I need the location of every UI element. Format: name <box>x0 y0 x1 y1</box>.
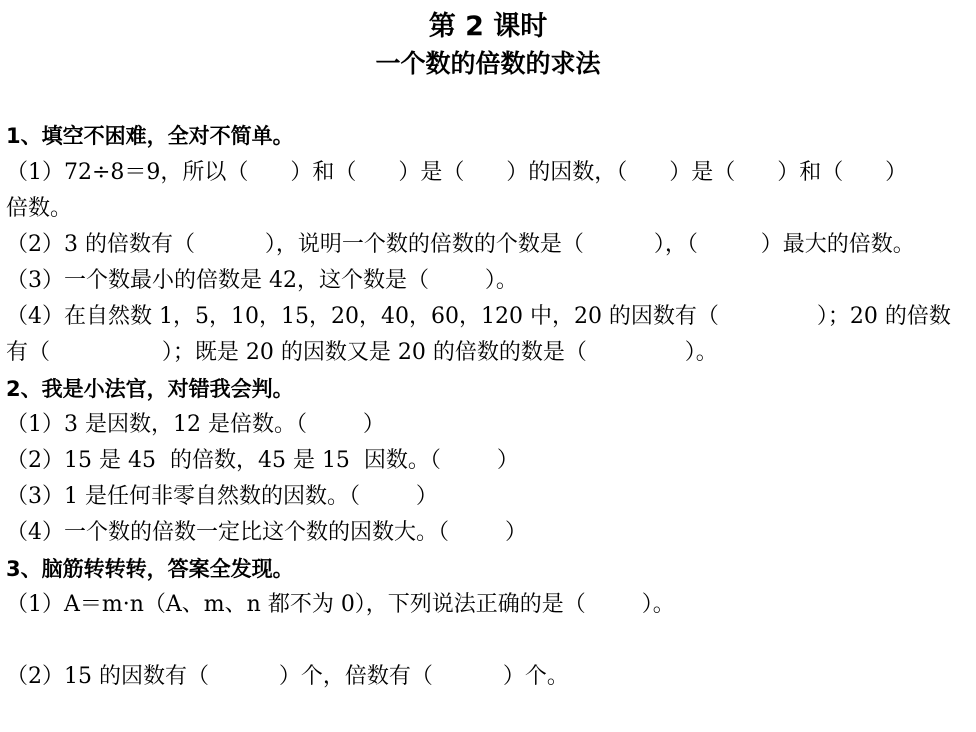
lesson-title: 第 2 课时 <box>428 11 548 42</box>
question-2-1: （1）3 是因数，12 是倍数。（ ） <box>6 412 385 437</box>
question-2-3: （3）1 是任何非零自然数的因数。（ ） <box>6 484 438 509</box>
lesson-subtitle: 一个数的倍数的求法 <box>375 49 601 78</box>
question-1-1-line-2: 倍数。 <box>6 196 73 221</box>
question-2-2: （2）15 是 45 的倍数，45 是 15 因数。（ ） <box>6 448 519 473</box>
question-3-1-options <box>50 623 972 659</box>
question-1-2: （2）3 的倍数有（ ），说明一个数的倍数的个数是（ ），（ ）最大的倍数。 <box>6 232 915 257</box>
question-3-2: （2）15 的因数有（ ）个，倍数有（ ）个。 <box>6 664 569 689</box>
question-3-2-options <box>50 695 972 731</box>
question-3-1: （1）A＝m·n（A、m、n 都不为 0），下列说法正确的是（ ）。 <box>6 592 675 617</box>
section-1-heading: 1、填空不困难，全对不简单。 <box>6 124 294 148</box>
question-1-3: （3）一个数最小的倍数是 42，这个数是（ ）。 <box>6 268 518 293</box>
question-2-4: （4）一个数的倍数一定比这个数的因数大。（ ） <box>6 520 527 545</box>
section-2-heading: 2、我是小法官，对错我会判。 <box>6 377 294 401</box>
question-1-4-line-1: （4）在自然数 1，5，10，15，20，40，60，120 中，20 的因数有（ ）；20 的倍数 <box>6 304 951 329</box>
question-1-4-line-2: 有（ ）；既是 20 的因数又是 20 的倍数的数是（ ）。 <box>6 340 718 365</box>
section-3-heading: 3、脑筋转转转，答案全发现。 <box>6 557 294 581</box>
question-1-1-line-1: （1）72÷8＝9，所以（ ）和（ ）是（ ）的因数，（ ）是（ ）和（ ） <box>6 160 908 185</box>
